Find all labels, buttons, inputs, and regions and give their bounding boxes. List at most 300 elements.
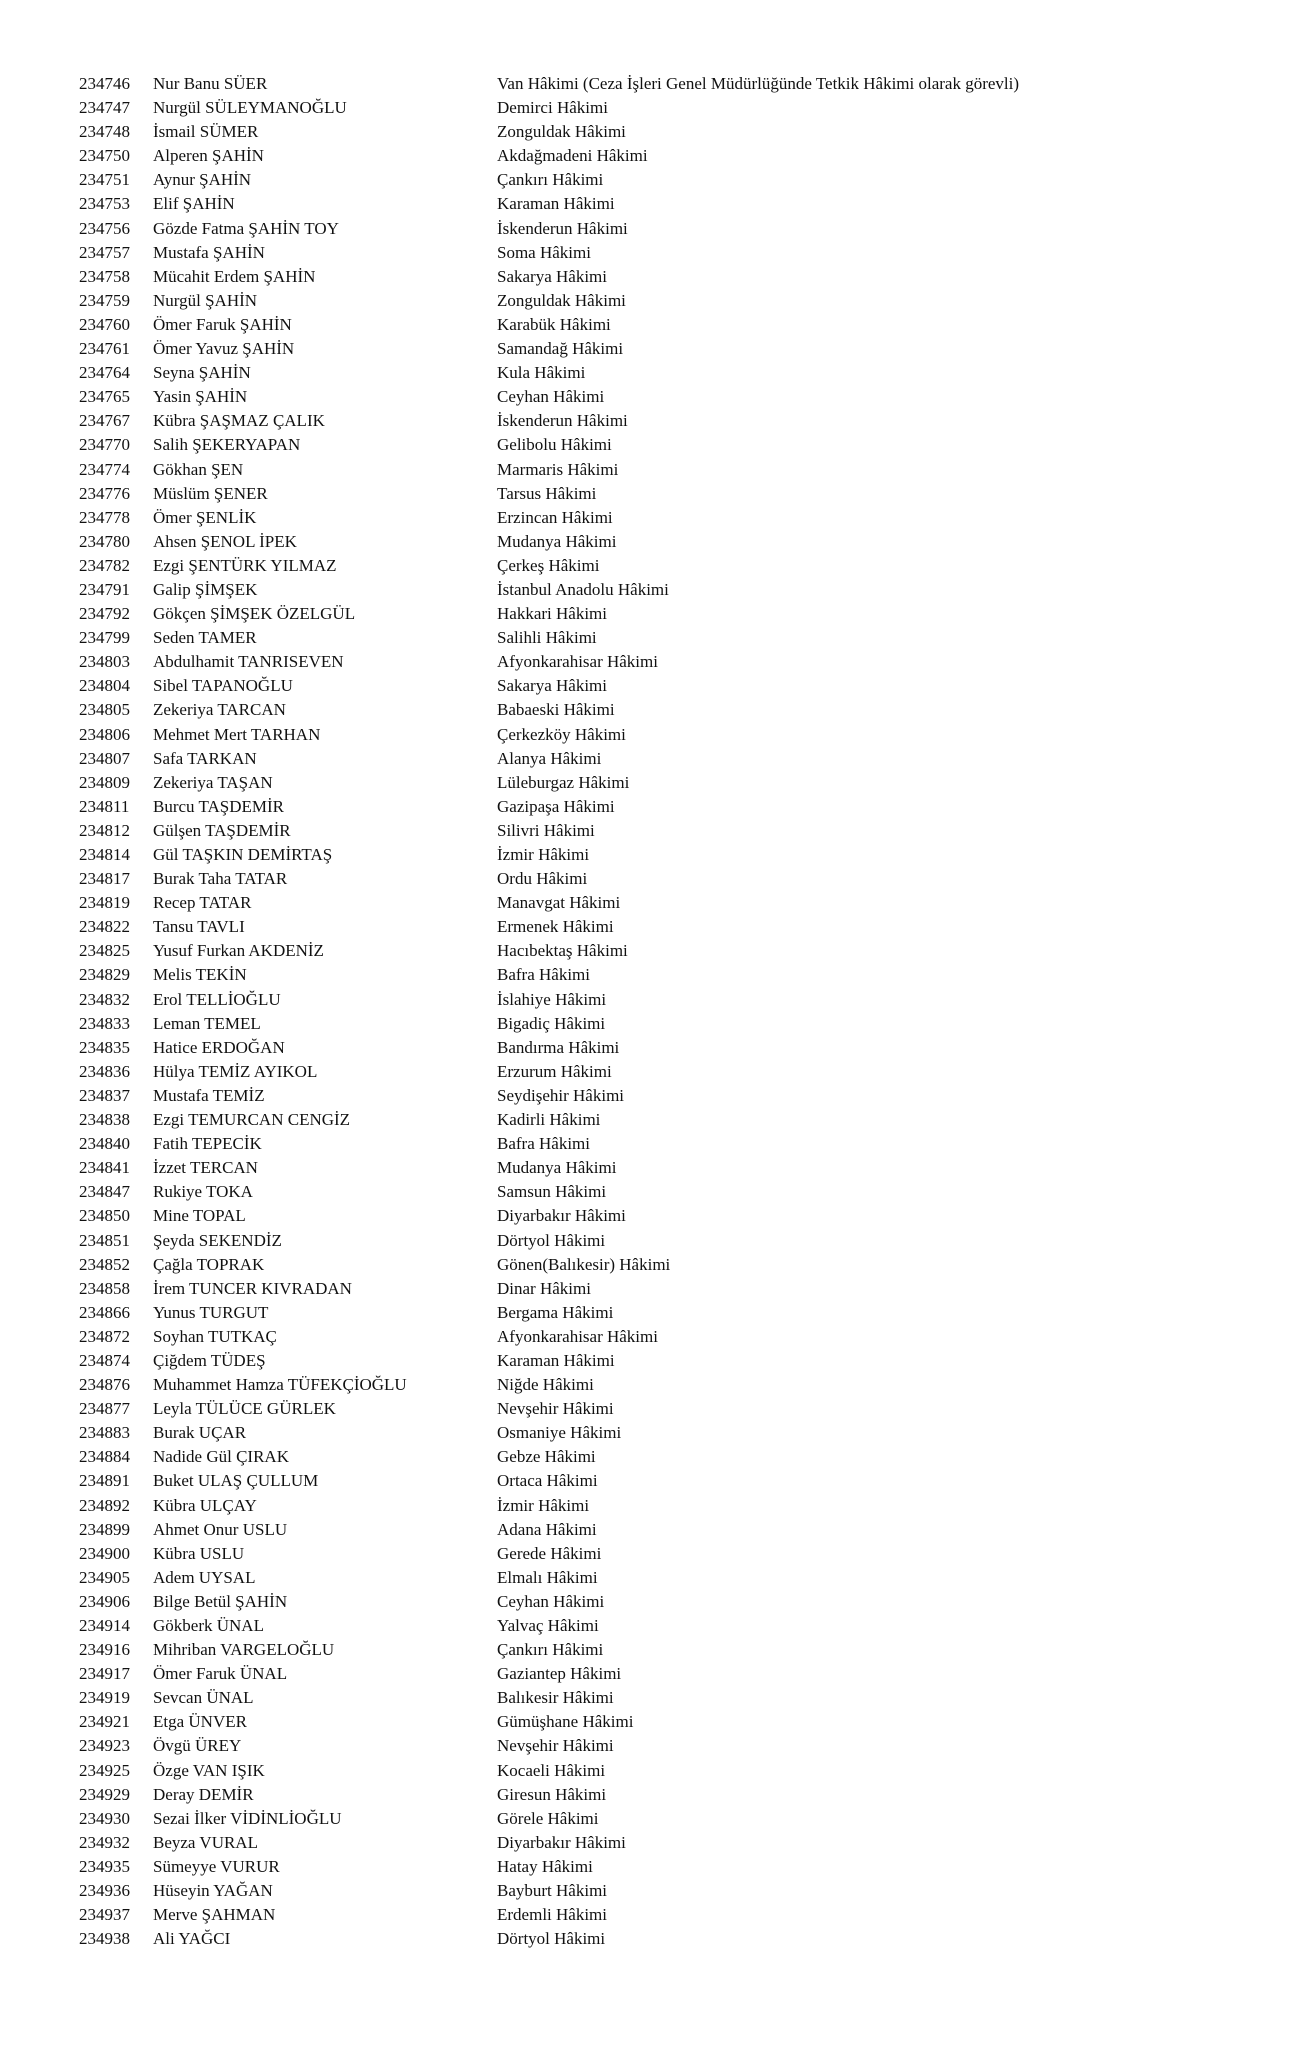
judge-name: Mustafa ŞAHİN (153, 242, 265, 262)
assigned-position: Bergama Hâkimi (497, 1302, 614, 1322)
registry-number: 234748 (79, 122, 130, 142)
registry-number: 234751 (79, 170, 130, 190)
assigned-position: İstanbul Anadolu Hâkimi (497, 579, 669, 599)
assigned-position: Sakarya Hâkimi (497, 266, 607, 286)
list-item (0, 1783, 1303, 1807)
assigned-position: Afyonkarahisar Hâkimi (497, 652, 658, 672)
registry-number: 234812 (79, 820, 130, 840)
list-item (0, 1542, 1303, 1566)
assigned-position: Bafra Hâkimi (497, 965, 590, 985)
registry-number: 234804 (79, 676, 130, 696)
assigned-position: Ermenek Hâkimi (497, 917, 614, 937)
registry-number: 234876 (79, 1375, 130, 1395)
assigned-position: Afyonkarahisar Hâkimi (497, 1326, 658, 1346)
judge-name: Adem UYSAL (153, 1567, 256, 1587)
assigned-position: Kadirli Hâkimi (497, 1110, 601, 1130)
registry-number: 234866 (79, 1302, 130, 1322)
list-item (0, 698, 1303, 722)
assigned-position: Seydişehir Hâkimi (497, 1085, 625, 1105)
list-item (0, 1349, 1303, 1373)
registry-number: 234811 (79, 796, 130, 816)
list-item (0, 144, 1303, 168)
registry-number: 234840 (79, 1134, 130, 1154)
judge-name: Hatice ERDOĞAN (153, 1037, 285, 1057)
registry-number: 234746 (79, 74, 130, 93)
judge-name: Övgü ÜREY (153, 1736, 242, 1756)
registry-number: 234917 (79, 1664, 130, 1684)
assigned-position: Lüleburgaz Hâkimi (497, 772, 630, 792)
list-item (0, 891, 1303, 915)
assigned-position: Ceyhan Hâkimi (497, 1591, 605, 1611)
assigned-position: Soma Hâkimi (497, 242, 591, 262)
list-item (0, 1421, 1303, 1445)
registry-number: 234770 (79, 435, 130, 455)
registry-number: 234837 (79, 1085, 130, 1105)
registry-number: 234833 (79, 1013, 130, 1033)
list-item (0, 1831, 1303, 1855)
judge-name: Sibel TAPANOĞLU (153, 676, 293, 696)
list-item (0, 578, 1303, 602)
list-item (0, 265, 1303, 289)
registry-number: 234884 (79, 1447, 130, 1467)
registry-number: 234916 (79, 1640, 130, 1660)
assigned-position: Hakkari Hâkimi (497, 604, 607, 624)
registry-number: 234817 (79, 869, 130, 889)
judge-name: Ezgi TEMURCAN CENGİZ (153, 1110, 351, 1130)
assigned-position: Gönen(Balıkesir) Hâkimi (497, 1254, 671, 1274)
assigned-position: Tarsus Hâkimi (497, 483, 597, 503)
judge-name: Hüseyin YAĞAN (153, 1881, 273, 1901)
judge-name: İzzet TERCAN (153, 1158, 258, 1178)
judge-name: Gözde Fatma ŞAHİN TOY (153, 218, 339, 238)
assigned-position: Görele Hâkimi (497, 1808, 599, 1828)
judge-name: Sümeyye VURUR (153, 1856, 280, 1876)
judge-name: Nur Banu SÜER (153, 74, 268, 93)
registry-number: 234764 (79, 363, 130, 383)
registry-number: 234832 (79, 989, 130, 1009)
judge-name: Aynur ŞAHİN (153, 170, 252, 190)
list-item (0, 988, 1303, 1012)
assigned-position: Elmalı Hâkimi (497, 1567, 598, 1587)
registry-number: 234829 (79, 965, 130, 985)
judge-name: İrem TUNCER KIVRADAN (153, 1278, 352, 1298)
assigned-position: Alanya Hâkimi (497, 748, 602, 768)
list-item (0, 1614, 1303, 1638)
registry-number: 234778 (79, 507, 130, 527)
judge-name: Mustafa TEMİZ (153, 1085, 265, 1105)
assigned-position: Ceyhan Hâkimi (497, 387, 605, 407)
assigned-position: Gelibolu Hâkimi (497, 435, 612, 455)
assigned-position: İslahiye Hâkimi (497, 989, 607, 1009)
judge-name: Gökberk ÜNAL (153, 1616, 264, 1635)
assigned-position: Demirci Hâkimi (497, 98, 608, 118)
assigned-position: Ordu Hâkimi (497, 869, 588, 889)
list-item (0, 1927, 1303, 1951)
assigned-position: Erzincan Hâkimi (497, 507, 613, 527)
list-item (0, 1397, 1303, 1421)
registry-number: 234814 (79, 845, 130, 864)
registry-number: 234807 (79, 748, 130, 768)
list-item (0, 506, 1303, 530)
assigned-position: Niğde Hâkimi (497, 1375, 594, 1395)
assigned-position: Yalvaç Hâkimi (497, 1616, 599, 1635)
assigned-position: Bafra Hâkimi (497, 1134, 590, 1154)
list-item (0, 1060, 1303, 1084)
registry-number: 234923 (79, 1736, 130, 1756)
assigned-position: Ortaca Hâkimi (497, 1471, 598, 1491)
assigned-position: İzmir Hâkimi (497, 845, 590, 864)
assigned-position: Bandırma Hâkimi (497, 1037, 620, 1057)
judge-name: Kübra ŞAŞMAZ ÇALIK (153, 411, 325, 431)
registry-number: 234899 (79, 1519, 130, 1539)
judge-name: Fatih TEPECİK (153, 1134, 262, 1154)
judge-name: Safa TARKAN (153, 748, 257, 768)
assigned-position: Kula Hâkimi (497, 363, 586, 383)
list-item (0, 1590, 1303, 1614)
registry-number: 234938 (79, 1929, 130, 1949)
assigned-position: Karaman Hâkimi (497, 1350, 615, 1370)
judge-name: Erol TELLİOĞLU (153, 989, 281, 1009)
list-item (0, 337, 1303, 361)
registry-number: 234760 (79, 314, 130, 334)
judge-name: Galip ŞİMŞEK (153, 579, 258, 599)
registry-number: 234765 (79, 387, 130, 407)
judge-name: Melis TEKİN (153, 965, 247, 985)
judge-name: Bilge Betül ŞAHİN (153, 1591, 288, 1611)
list-item (0, 1301, 1303, 1325)
judge-name: Gökhan ŞEN (153, 459, 244, 479)
registry-number: 234761 (79, 339, 130, 359)
assigned-position: Manavgat Hâkimi (497, 893, 621, 913)
assigned-position: Erzurum Hâkimi (497, 1061, 612, 1081)
assigned-position: Çerkeş Hâkimi (497, 555, 600, 575)
list-item (0, 963, 1303, 987)
registry-number: 234805 (79, 700, 130, 720)
registry-number: 234858 (79, 1278, 130, 1298)
assigned-position: Dörtyol Hâkimi (497, 1230, 606, 1250)
list-item (0, 723, 1303, 747)
registry-number: 234925 (79, 1760, 130, 1780)
list-item (0, 1229, 1303, 1253)
judge-name: Ahmet Onur USLU (153, 1519, 288, 1539)
registry-number: 234750 (79, 146, 130, 166)
list-item (0, 530, 1303, 554)
registry-number: 234776 (79, 483, 130, 503)
registry-number: 234874 (79, 1350, 130, 1370)
list-item (0, 939, 1303, 963)
judge-name: Deray DEMİR (153, 1784, 254, 1804)
judge-name: Ömer ŞENLİK (153, 507, 257, 527)
judge-name: Yunus TURGUT (153, 1302, 269, 1322)
assigned-position: Gümüşhane Hâkimi (497, 1712, 634, 1732)
list-item (0, 1734, 1303, 1758)
assigned-position: Adana Hâkimi (497, 1519, 597, 1539)
list-item (0, 1373, 1303, 1397)
assigned-position: Kocaeli Hâkimi (497, 1760, 606, 1780)
list-item (0, 289, 1303, 313)
list-item (0, 1469, 1303, 1493)
list-item (0, 626, 1303, 650)
registry-number: 234906 (79, 1591, 130, 1611)
judge-name: Ezgi ŞENTÜRK YILMAZ (153, 555, 337, 575)
registry-number: 234877 (79, 1399, 130, 1419)
list-item (0, 192, 1303, 216)
judge-name: Ömer Yavuz ŞAHİN (153, 339, 295, 359)
judge-name: Burak Taha TATAR (153, 869, 288, 889)
list-item (0, 1325, 1303, 1349)
list-item (0, 241, 1303, 265)
registry-number: 234935 (79, 1856, 130, 1876)
registry-number: 234905 (79, 1567, 130, 1587)
list-item (0, 1759, 1303, 1783)
registry-number: 234806 (79, 724, 130, 744)
list-item (0, 217, 1303, 241)
assigned-position: Erdemli Hâkimi (497, 1905, 608, 1925)
registry-number: 234937 (79, 1905, 130, 1925)
assigned-position: Silivri Hâkimi (497, 820, 595, 840)
judge-name: Mine TOPAL (153, 1206, 246, 1226)
judge-name: Merve ŞAHMAN (153, 1905, 276, 1925)
list-item (0, 915, 1303, 939)
list-item (0, 1638, 1303, 1662)
assigned-position: Zonguldak Hâkimi (497, 290, 626, 310)
list-item (0, 1132, 1303, 1156)
list-item (0, 120, 1303, 144)
list-item (0, 747, 1303, 771)
judge-name: Burak UÇAR (153, 1423, 247, 1443)
list-item (0, 361, 1303, 385)
judge-name: Müslüm ŞENER (153, 483, 268, 503)
judge-name: Salih ŞEKERYAPAN (153, 435, 301, 455)
registry-number: 234872 (79, 1326, 130, 1346)
list-item (0, 409, 1303, 433)
list-item (0, 313, 1303, 337)
registry-number: 234759 (79, 290, 130, 310)
list-item (0, 1710, 1303, 1734)
list-item (0, 1204, 1303, 1228)
assigned-position: İskenderun Hâkimi (497, 411, 628, 431)
judge-name: Soyhan TUTKAÇ (153, 1326, 277, 1346)
judge-name: Ömer Faruk ŞAHİN (153, 314, 292, 334)
judge-name: Çiğdem TÜDEŞ (153, 1350, 266, 1370)
list-item (0, 1566, 1303, 1590)
judge-name: Etga ÜNVER (153, 1712, 247, 1732)
judge-name: İsmail SÜMER (153, 122, 259, 142)
judge-name: Leyla TÜLÜCE GÜRLEK (153, 1399, 336, 1419)
registry-number: 234836 (79, 1061, 130, 1081)
registry-number: 234747 (79, 98, 130, 118)
judge-name: Abdulhamit TANRISEVEN (153, 652, 344, 672)
judge-list (0, 72, 1303, 1951)
assigned-position: Samsun Hâkimi (497, 1182, 607, 1202)
judge-name: Yasin ŞAHİN (153, 387, 248, 407)
judge-name: Seyna ŞAHİN (153, 363, 251, 383)
list-item (0, 1855, 1303, 1879)
list-item (0, 1879, 1303, 1903)
list-item (0, 771, 1303, 795)
list-item (0, 1807, 1303, 1831)
judge-name: Rukiye TOKA (153, 1182, 253, 1202)
assigned-position: Sakarya Hâkimi (497, 676, 607, 696)
assigned-position: Bayburt Hâkimi (497, 1881, 608, 1901)
judge-name: Nurgül ŞAHİN (153, 290, 258, 310)
list-item (0, 1277, 1303, 1301)
judge-name: Zekeriya TAŞAN (153, 772, 273, 792)
registry-number: 234758 (79, 266, 130, 286)
list-item (0, 795, 1303, 819)
judge-name: Hülya TEMİZ AYIKOL (153, 1061, 318, 1081)
registry-number: 234929 (79, 1784, 130, 1804)
registry-number: 234803 (79, 652, 130, 672)
registry-number: 234892 (79, 1495, 130, 1515)
judge-name: Tansu TAVLI (153, 917, 245, 937)
list-item (0, 1084, 1303, 1108)
registry-number: 234799 (79, 628, 130, 648)
judge-name: Çağla TOPRAK (153, 1254, 265, 1274)
judge-name: Kübra USLU (153, 1543, 245, 1563)
registry-number: 234852 (79, 1254, 130, 1274)
assigned-position: Giresun Hâkimi (497, 1784, 607, 1804)
registry-number: 234780 (79, 531, 130, 551)
registry-number: 234782 (79, 555, 130, 575)
list-item (0, 1036, 1303, 1060)
assigned-position: Hacıbektaş Hâkimi (497, 941, 628, 961)
assigned-position: Dörtyol Hâkimi (497, 1929, 606, 1949)
registry-number: 234835 (79, 1037, 130, 1057)
judge-name: Ahsen ŞENOL İPEK (153, 531, 297, 551)
registry-number: 234819 (79, 893, 130, 913)
registry-number: 234841 (79, 1158, 130, 1178)
judge-name: Recep TATAR (153, 893, 252, 913)
registry-number: 234921 (79, 1712, 130, 1732)
assigned-position: Gazipaşa Hâkimi (497, 796, 615, 816)
assigned-position: Mudanya Hâkimi (497, 531, 617, 551)
registry-number: 234883 (79, 1423, 130, 1443)
registry-number: 234900 (79, 1543, 130, 1563)
registry-number: 234850 (79, 1206, 130, 1226)
assigned-position: Van Hâkimi (Ceza İşleri Genel Müdürlüğünde Tetkik Hâkimi olarak görevli) (497, 74, 1020, 93)
registry-number: 234757 (79, 242, 130, 262)
registry-number: 234774 (79, 459, 130, 479)
judge-name: Zekeriya TARCAN (153, 700, 286, 720)
list-item (0, 819, 1303, 843)
list-item (0, 72, 1303, 96)
list-item (0, 1253, 1303, 1277)
judge-name: Elif ŞAHİN (153, 194, 235, 214)
assigned-position: Osmaniye Hâkimi (497, 1423, 622, 1443)
registry-number: 234792 (79, 604, 130, 624)
assigned-position: Babaeski Hâkimi (497, 700, 615, 720)
judge-name: Leman TEMEL (153, 1013, 261, 1033)
judge-name: Gülşen TAŞDEMİR (153, 820, 291, 840)
list-item (0, 385, 1303, 409)
judge-name: Alperen ŞAHİN (153, 146, 264, 166)
judge-name: Kübra ULÇAY (153, 1495, 257, 1515)
judge-name: Ömer Faruk ÜNAL (153, 1664, 288, 1684)
list-item (0, 1445, 1303, 1469)
list-item (0, 433, 1303, 457)
list-item (0, 1108, 1303, 1132)
assigned-position: Akdağmadeni Hâkimi (497, 146, 648, 166)
judge-name: Özge VAN IŞIK (153, 1760, 265, 1780)
assigned-position: Nevşehir Hâkimi (497, 1736, 614, 1756)
judge-name: Sevcan ÜNAL (153, 1688, 254, 1708)
assigned-position: Gaziantep Hâkimi (497, 1664, 622, 1684)
list-item (0, 674, 1303, 698)
assigned-position: Samandağ Hâkimi (497, 339, 624, 359)
list-item (0, 1518, 1303, 1542)
registry-number: 234930 (79, 1808, 130, 1828)
list-item (0, 1494, 1303, 1518)
assigned-position: Bigadiç Hâkimi (497, 1013, 606, 1033)
list-item (0, 650, 1303, 674)
registry-number: 234919 (79, 1688, 130, 1708)
registry-number: 234891 (79, 1471, 130, 1491)
list-item (0, 1180, 1303, 1204)
assigned-position: Çankırı Hâkimi (497, 170, 604, 190)
registry-number: 234753 (79, 194, 130, 214)
judge-name: Muhammet Hamza TÜFEKÇİOĞLU (153, 1375, 407, 1395)
judge-name: Beyza VURAL (153, 1832, 258, 1852)
judge-name: Mücahit Erdem ŞAHİN (153, 266, 316, 286)
judge-name: Sezai İlker VİDİNLİOĞLU (153, 1808, 342, 1828)
judge-name: Gökçen ŞİMŞEK ÖZELGÜL (153, 604, 356, 624)
judge-name: Ali YAĞCI (153, 1929, 231, 1949)
judge-name: Mihriban VARGELOĞLU (153, 1640, 335, 1660)
assigned-position: Mudanya Hâkimi (497, 1158, 617, 1178)
assigned-position: Karabük Hâkimi (497, 314, 611, 334)
list-item (0, 1156, 1303, 1180)
list-item (0, 482, 1303, 506)
registry-number: 234825 (79, 941, 130, 961)
assigned-position: Diyarbakır Hâkimi (497, 1832, 626, 1852)
registry-number: 234847 (79, 1182, 130, 1202)
assigned-position: Gebze Hâkimi (497, 1447, 596, 1467)
assigned-position: Hatay Hâkimi (497, 1856, 593, 1876)
registry-number: 234932 (79, 1832, 130, 1852)
registry-number: 234936 (79, 1881, 130, 1901)
assigned-position: Zonguldak Hâkimi (497, 122, 626, 142)
list-item (0, 1012, 1303, 1036)
judge-name: Nadide Gül ÇIRAK (153, 1447, 289, 1467)
judge-name: Seden TAMER (153, 628, 257, 648)
list-item (0, 1686, 1303, 1710)
assigned-position: Marmaris Hâkimi (497, 459, 619, 479)
list-item (0, 843, 1303, 867)
list-item (0, 602, 1303, 626)
assigned-position: Dinar Hâkimi (497, 1278, 591, 1298)
judge-name: Burcu TAŞDEMİR (153, 796, 285, 816)
registry-number: 234851 (79, 1230, 130, 1250)
list-item (0, 96, 1303, 120)
judge-name: Şeyda SEKENDİZ (153, 1230, 282, 1250)
judge-name: Nurgül SÜLEYMANOĞLU (153, 98, 347, 118)
assigned-position: Çankırı Hâkimi (497, 1640, 604, 1660)
assigned-position: Diyarbakır Hâkimi (497, 1206, 626, 1226)
registry-number: 234838 (79, 1110, 130, 1130)
list-item (0, 554, 1303, 578)
list-item (0, 458, 1303, 482)
judge-name: Buket ULAŞ ÇULLUM (153, 1471, 319, 1491)
list-item (0, 1903, 1303, 1927)
assigned-position: Salihli Hâkimi (497, 628, 597, 648)
registry-number: 234756 (79, 218, 130, 238)
assigned-position: Balıkesir Hâkimi (497, 1688, 614, 1708)
registry-number: 234914 (79, 1616, 130, 1635)
assigned-position: Nevşehir Hâkimi (497, 1399, 614, 1419)
registry-number: 234791 (79, 579, 130, 599)
judge-name: Yusuf Furkan AKDENİZ (153, 941, 324, 961)
